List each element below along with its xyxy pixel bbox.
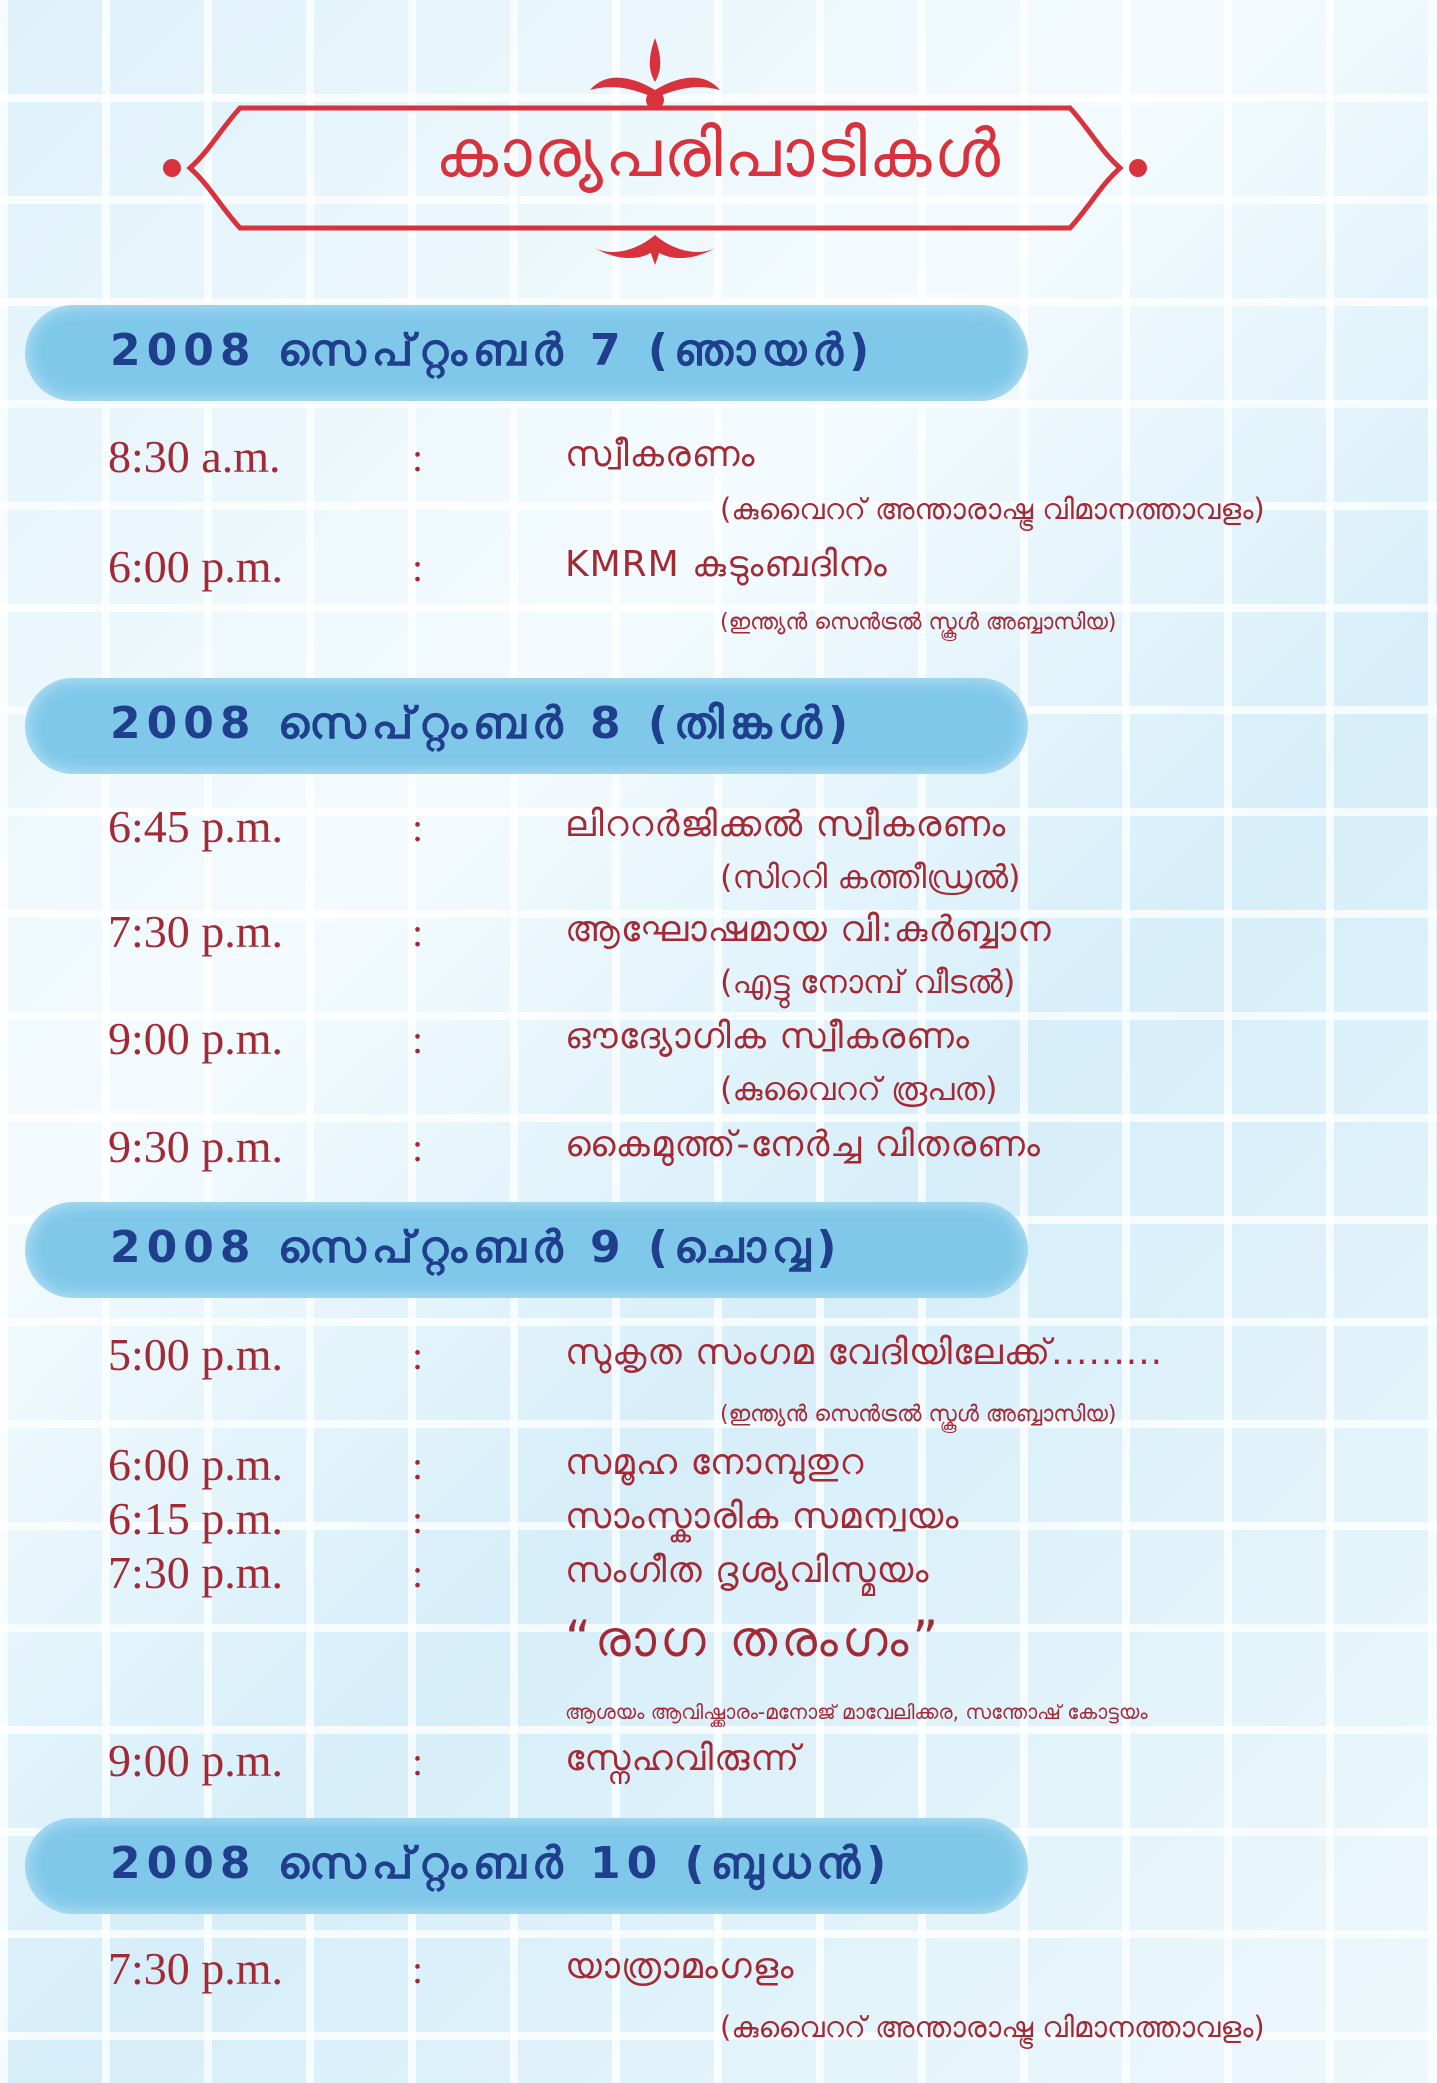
schedule-row bbox=[0, 1012, 1437, 1068]
event-title: ഔദ്യോഗിക സ്വീകരണം bbox=[565, 1016, 970, 1057]
program-credit: ആശയം ആവിഷ്ക്കാരം-മനോജ് മാവേലിക്കര, സന്തോഷ് കോട്ടയം bbox=[565, 1700, 1148, 1724]
day-header-3 bbox=[25, 1202, 1028, 1298]
separator: : bbox=[412, 1497, 424, 1542]
separator: : bbox=[412, 1947, 424, 1992]
event-time: 7:30 p.m. bbox=[108, 1943, 284, 1994]
schedule-row bbox=[0, 540, 1437, 596]
event-title: സ്വീകരണം bbox=[565, 434, 756, 475]
event-title: സമൂഹ നോമ്പുതുറ bbox=[565, 1442, 865, 1483]
event-time: 9:30 p.m. bbox=[108, 1121, 284, 1172]
schedule-row bbox=[0, 1438, 1437, 1494]
day-header-2 bbox=[25, 678, 1028, 774]
event-venue: (കുവൈററ് അന്താരാഷ്ട്ര വിമാനത്താവളം) bbox=[720, 2010, 1265, 2044]
page-title: കാര്യപരിപാടികൾ bbox=[435, 115, 1002, 192]
day-label: 2008 സെപ്റ്റംബർ 9 (ചൊവ്വ) bbox=[110, 1222, 843, 1273]
event-time: 6:00 p.m. bbox=[108, 1439, 284, 1490]
separator: : bbox=[412, 1739, 424, 1784]
event-title: യാത്രാമംഗളം bbox=[565, 1946, 795, 1987]
event-venue: (ഇന്ത്യൻ സെൻട്രൽ സ്കൂൾ അബ്ബാസിയ) bbox=[720, 610, 1117, 635]
separator: : bbox=[412, 1551, 424, 1596]
separator: : bbox=[412, 545, 424, 590]
separator: : bbox=[412, 1125, 424, 1170]
event-time: 6:45 p.m. bbox=[108, 801, 284, 852]
event-title: സ്നേഹവിരുന്ന് bbox=[565, 1738, 801, 1779]
day-label: 2008 സെപ്റ്റംബർ 7 (ഞായർ) bbox=[110, 325, 876, 376]
event-title: കൈമുത്ത്-നേർച്ച വിതരണം bbox=[565, 1124, 1041, 1165]
schedule-row bbox=[0, 430, 1437, 486]
title-ornament bbox=[0, 20, 1437, 280]
event-venue: (കുവൈററ് രൂപത) bbox=[720, 1070, 998, 1108]
separator: : bbox=[412, 435, 424, 480]
program-highlight: “രാഗ തരംഗം” bbox=[565, 1610, 943, 1668]
day-header-4 bbox=[25, 1818, 1028, 1914]
day-label: 2008 സെപ്റ്റംബർ 10 (ബുധൻ) bbox=[110, 1838, 893, 1889]
event-venue: (ഇന്ത്യൻ സെൻട്രൽ സ്കൂൾ അബ്ബാസിയ) bbox=[720, 1402, 1117, 1427]
day-label: 2008 സെപ്റ്റംബർ 8 (തിങ്കൾ) bbox=[110, 698, 855, 749]
event-title: KMRM കുടുംബദിനം bbox=[565, 544, 888, 585]
schedule-row bbox=[0, 1120, 1437, 1176]
separator: : bbox=[412, 1443, 424, 1488]
event-title: സാംസ്കാരിക സമന്വയം bbox=[565, 1496, 960, 1537]
event-venue: (കുവൈററ് അന്താരാഷ്ട്ര വിമാനത്താവളം) bbox=[720, 492, 1265, 526]
day-header-1 bbox=[25, 305, 1028, 401]
event-title: ലിററർജിക്കൽ സ്വീകരണം bbox=[565, 804, 1007, 845]
event-time: 6:00 p.m. bbox=[108, 541, 284, 592]
event-time: 7:30 p.m. bbox=[108, 1547, 284, 1598]
event-title: സംഗീത ദൃശ്യവിസ്മയം bbox=[565, 1550, 930, 1591]
separator: : bbox=[412, 910, 424, 955]
separator: : bbox=[412, 805, 424, 850]
event-time: 6:15 p.m. bbox=[108, 1493, 284, 1544]
event-time: 8:30 a.m. bbox=[108, 431, 281, 482]
event-time: 7:30 p.m. bbox=[108, 906, 284, 957]
schedule-row bbox=[0, 800, 1437, 856]
schedule-row bbox=[0, 1942, 1437, 1998]
event-title: സുകൃത സംഗമ വേദിയിലേക്ക്......... bbox=[565, 1332, 1164, 1373]
schedule-row bbox=[0, 1546, 1437, 1602]
separator: : bbox=[412, 1333, 424, 1378]
event-time: 9:00 p.m. bbox=[108, 1013, 284, 1064]
schedule-row bbox=[0, 1734, 1437, 1790]
schedule-row bbox=[0, 905, 1437, 961]
event-time: 9:00 p.m. bbox=[108, 1735, 284, 1786]
separator: : bbox=[412, 1017, 424, 1062]
event-title: ആഘോഷമായ വി:കുർബ്ബാന bbox=[565, 909, 1052, 950]
event-venue: (എട്ടു നോമ്പ് വീടൽ) bbox=[720, 963, 1016, 1001]
schedule-row bbox=[0, 1492, 1437, 1548]
event-time: 5:00 p.m. bbox=[108, 1329, 284, 1380]
event-venue: (സിററി കത്തീഡ്രൽ) bbox=[720, 858, 1021, 896]
schedule-row bbox=[0, 1328, 1437, 1384]
